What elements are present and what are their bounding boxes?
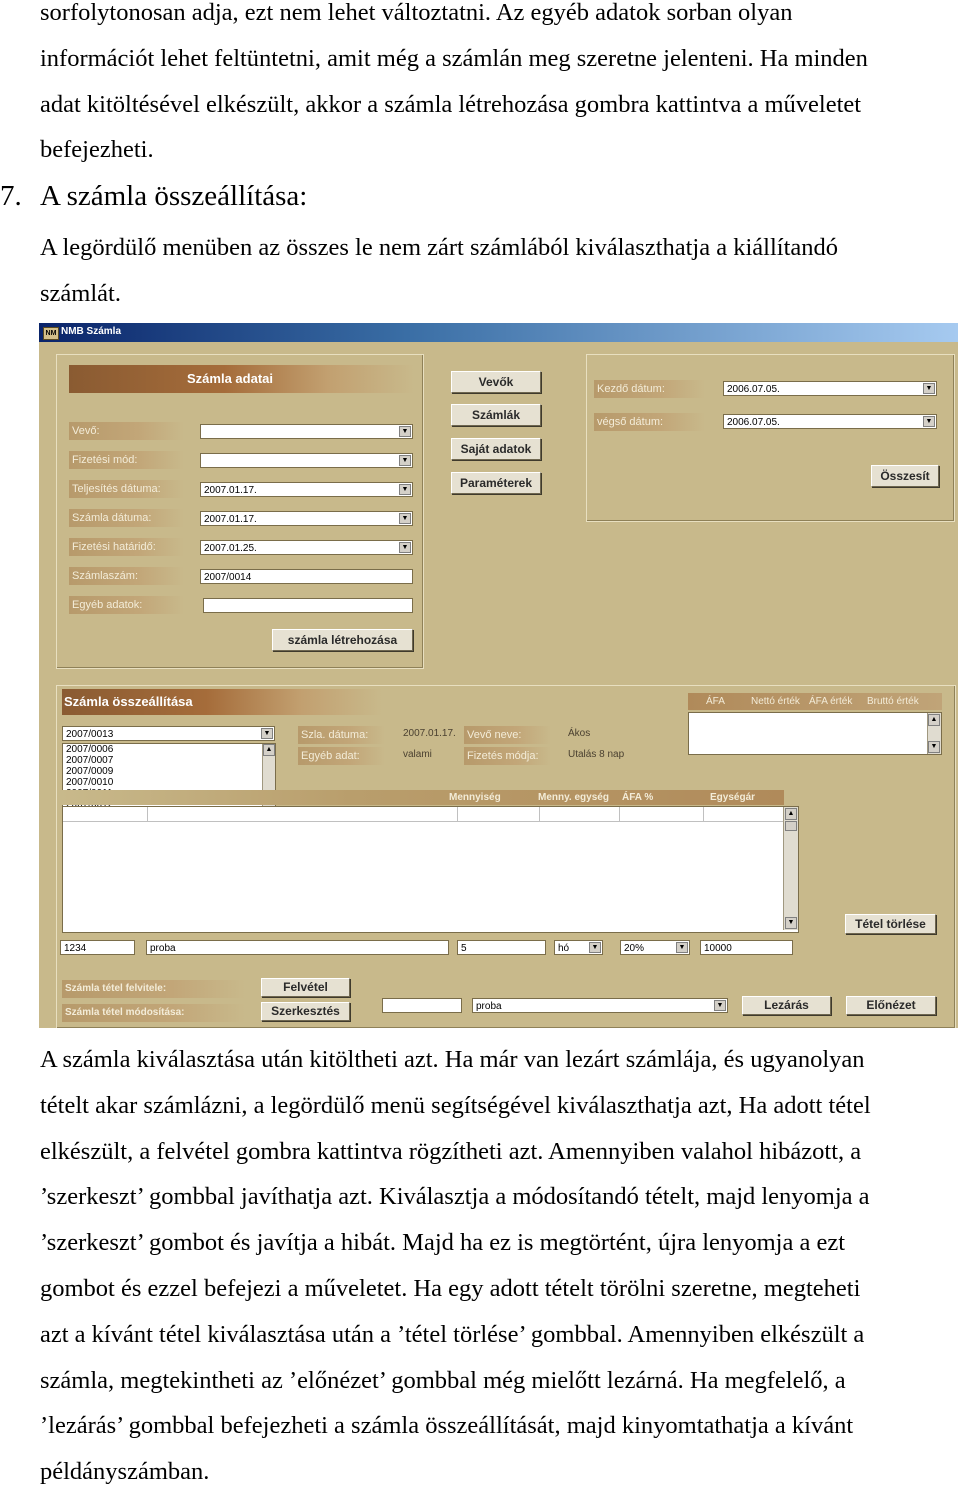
egyeb-adat-label: Egyéb adat: <box>298 747 385 765</box>
vevo-neve-value: Ákos <box>568 728 591 739</box>
egyeb-adatok-label: Egyéb adatok: <box>69 596 184 614</box>
teljesites-datuma-select[interactable]: 2007.01.17. ▼ <box>200 482 413 497</box>
chevron-down-icon[interactable]: ▼ <box>589 942 601 953</box>
chevron-down-icon[interactable]: ▼ <box>714 1000 726 1011</box>
table-row[interactable] <box>63 807 783 822</box>
szamla-select[interactable]: 2007/0013 ▼ <box>62 726 275 741</box>
parameterek-button[interactable]: Paraméterek <box>451 472 541 494</box>
chevron-down-icon[interactable]: ▼ <box>676 942 688 953</box>
tetel-modositasa-label: Számla tétel módosítása: <box>62 1004 245 1022</box>
szamla-datuma-select[interactable]: 2007.01.17. ▼ <box>200 511 413 526</box>
tetel-torlese-button[interactable]: Tétel törlése <box>845 914 936 934</box>
list-item[interactable]: 2007/0007 <box>66 755 114 766</box>
text-line: ’lezárás’ gombbal befejezheti a számla összeállítását, majd kinyomtathatja a kívánt <box>40 1412 854 1440</box>
text-line: számla, megtekintheti az ’előnézet’ gombbal még mielőtt lezárná. Ha megfelelő, a <box>40 1366 846 1394</box>
szamla-datuma-label: Számla dátuma: <box>69 509 184 527</box>
chevron-down-icon[interactable]: ▼ <box>399 455 411 466</box>
felvetel-button[interactable]: Felvétel <box>261 978 350 997</box>
text-line: sorfolytonosan adja, ezt nem lehet változtatni. Az egyéb adatok sorban olyan <box>40 0 793 26</box>
kezdo-datum-label: Kezdő dátum: <box>594 380 705 398</box>
lezaras-button[interactable]: Lezárás <box>742 996 831 1015</box>
fizetesi-mod-select[interactable] <box>200 453 413 468</box>
fizetesi-hatarido-label: Fizetési határidő: <box>69 538 184 556</box>
scroll-up-icon[interactable]: ▲ <box>928 714 940 726</box>
text-line: A legördülő menüben az összes le nem zárt számlából kiválaszthatja a kiállítandó <box>40 234 839 261</box>
scroll-thumb[interactable] <box>785 821 797 831</box>
fizetesi-hatarido-select[interactable]: 2007.01.25. ▼ <box>200 540 413 555</box>
fizetes-modja-value: Utalás 8 nap <box>568 749 625 760</box>
column-header: Nettó érték <box>751 696 800 707</box>
text-line: azt a kívánt tétel kiválasztása után a ’tétel törlése’ gombbal. Amennyiben elkészült a <box>40 1320 865 1348</box>
column-header: Egységár <box>710 792 756 803</box>
item-vat-select[interactable]: 20% ▼ <box>620 940 690 955</box>
vat-summary-table <box>688 712 942 755</box>
column-header: Bruttó érték <box>867 696 919 707</box>
szamlaszam-input[interactable]: 2007/0014 <box>200 569 413 584</box>
text-line: A számla kiválasztása után kitöltheti azt. Ha már van lezárt számlája, és ugyanolyan <box>40 1046 865 1073</box>
szla-datuma-label: Szla. dátuma: <box>298 726 385 744</box>
vat-scrollbar[interactable] <box>927 713 941 754</box>
items-grid-header <box>62 790 784 805</box>
modify-id-input[interactable] <box>382 998 462 1013</box>
chevron-down-icon[interactable]: ▼ <box>399 513 411 524</box>
elonezet-button[interactable]: Előnézet <box>846 996 936 1015</box>
window-body <box>39 342 958 1028</box>
list-item[interactable]: 2007/0006 <box>66 744 114 755</box>
window-title: NMB Számla <box>61 326 122 337</box>
item-code-input[interactable]: 1234 <box>60 940 135 955</box>
vevo-label: Vevő: <box>69 422 184 440</box>
column-header: ÁFA % <box>622 792 654 803</box>
modify-item-select[interactable]: proba ▼ <box>472 998 728 1013</box>
intro-paragraph <box>40 0 950 173</box>
scroll-up-icon[interactable]: ▲ <box>263 744 275 756</box>
column-header: Mennyiség <box>449 792 501 803</box>
scroll-down-icon[interactable]: ▼ <box>928 741 940 753</box>
text-line: ’szerkeszt’ gombbal javíthatja azt. Kiválasztja a módosítandó tételt, majd lenyomja a <box>40 1183 870 1211</box>
chevron-down-icon[interactable]: ▼ <box>399 484 411 495</box>
text-line: elkészült, a felvétel gombra kattintva rögzítheti azt. Amennyiben valahol hibázott, a <box>40 1137 862 1165</box>
chevron-down-icon[interactable]: ▼ <box>399 426 411 437</box>
pre-paragraph <box>40 225 950 317</box>
text-line: példányszámban. <box>40 1458 210 1486</box>
window-titlebar <box>39 323 958 342</box>
item-name-input[interactable]: proba <box>146 940 449 955</box>
list-item[interactable]: 2007/0009 <box>66 766 114 777</box>
text-line: gombot és ezzel befejezi a műveletet. Ha egy adott tételt törölni szeretne, megteheti <box>40 1274 861 1302</box>
szamla-letrehozasa-button[interactable]: számla létrehozása <box>272 629 413 651</box>
item-quantity-input[interactable]: 5 <box>457 940 546 955</box>
egyeb-adatok-input[interactable] <box>203 598 413 613</box>
item-unit-select[interactable]: hó ▼ <box>554 940 603 955</box>
vevo-neve-label: Vevő neve: <box>464 726 551 744</box>
panel-title: Számla összeállítása <box>64 694 193 709</box>
chevron-down-icon[interactable]: ▼ <box>261 728 273 739</box>
szamlak-button[interactable]: Számlák <box>451 404 541 426</box>
text-line: ’szerkeszt’ gombot és javítja a hibát. Majd ha ez is megtörtént, újra lenyomja a ezt <box>40 1229 846 1257</box>
teljesites-datuma-label: Teljesítés dátuma: <box>69 480 184 498</box>
date-range-panel <box>586 354 955 522</box>
text-line: számlát. <box>40 279 121 307</box>
items-grid <box>62 806 799 933</box>
scroll-down-icon[interactable]: ▼ <box>785 917 797 929</box>
item-unit-price-input[interactable]: 10000 <box>700 940 793 955</box>
list-item[interactable]: 2007/0010 <box>66 777 114 788</box>
szamlaszam-label: Számlaszám: <box>69 567 184 585</box>
szla-datuma-value: 2007.01.17. <box>403 728 456 739</box>
chevron-down-icon[interactable]: ▼ <box>923 383 935 394</box>
panel-title-bar <box>62 689 382 715</box>
column-header: Menny. egység <box>538 792 609 803</box>
text-line: befejezheti. <box>40 136 154 164</box>
tetel-felvitele-label: Számla tétel felvitele: <box>62 980 245 998</box>
vegso-datum-select[interactable]: 2006.07.05. ▼ <box>723 414 937 429</box>
osszesit-button[interactable]: Összesít <box>871 465 939 487</box>
panel-title-bar <box>69 365 414 393</box>
chevron-down-icon[interactable]: ▼ <box>399 542 411 553</box>
fizetesi-mod-label: Fizetési mód: <box>69 451 184 469</box>
fizetes-modja-label: Fizetés módja: <box>464 747 551 765</box>
section-number: 7. <box>0 180 22 212</box>
szamla-osszeallitasa-panel <box>56 685 956 1028</box>
section-heading <box>0 176 307 216</box>
app-screenshot <box>39 323 958 1028</box>
egyeb-adat-value: valami <box>403 749 432 760</box>
szerkesztes-button[interactable]: Szerkesztés <box>261 1002 350 1021</box>
items-scrollbar[interactable] <box>783 807 798 930</box>
column-header: ÁFA <box>706 696 725 707</box>
vevo-select[interactable] <box>200 424 413 439</box>
szamla-adatai-panel <box>56 354 424 669</box>
scroll-up-icon[interactable]: ▲ <box>785 808 797 820</box>
panel-title: Számla adatai <box>187 371 273 386</box>
vat-summary-header <box>688 693 942 710</box>
vevok-button[interactable]: Vevők <box>451 371 541 393</box>
text-line: információt lehet feltüntetni, amit még a számlán meg szeretne jelenteni. Ha minden <box>40 44 868 72</box>
post-paragraph <box>40 1037 950 1495</box>
app-logo-icon: NM <box>43 327 59 340</box>
text-line: tételt akar számlázni, a legördülő menü segítségével kiválaszthatja azt, Ha adott tétel <box>40 1091 871 1119</box>
section-title: A számla összeállítása: <box>40 180 308 212</box>
sajat-adatok-button[interactable]: Saját adatok <box>451 438 541 460</box>
kezdo-datum-select[interactable]: 2006.07.05. ▼ <box>723 381 937 396</box>
text-line: adat kitöltésével elkészült, akkor a számla létrehozása gombra kattintva a műveletet <box>40 90 862 118</box>
vegso-datum-label: végső dátum: <box>594 413 705 431</box>
column-header: ÁFA érték <box>809 696 853 707</box>
chevron-down-icon[interactable]: ▼ <box>923 416 935 427</box>
